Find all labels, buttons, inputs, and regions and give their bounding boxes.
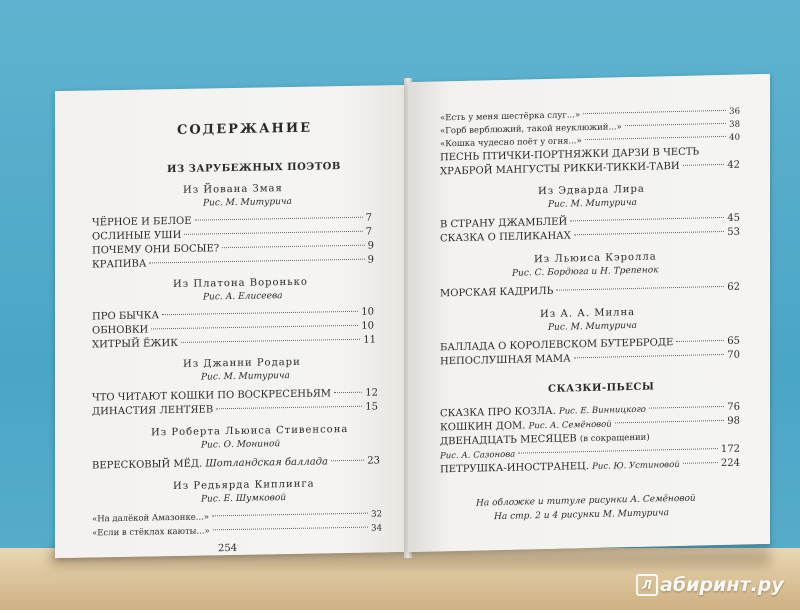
labirint-logo-icon: Л [636,574,658,596]
right-page [408,74,770,552]
artist-credit: Рис. М. Митурича [548,320,637,333]
toc-entry: ОБНОВКИ 10 [92,320,374,337]
toc-entry: ХРАБРОЙ МАНГУСТЫ РИККИ-ТИККИ-ТАВИ 42 [440,159,740,178]
toc-entry: «На далёкой Амазонке...» 32 [92,509,382,525]
toc-entry: БАЛЛАДА О КОРОЛЕВСКОМ БУТЕРБРОДЕ 65 [440,335,740,354]
artist-credit: Рис. Е. Шумковой [201,493,287,505]
artist-credit: Рис. А. Елисеева [203,291,283,303]
author-heading: Из Роберта Льюиса Стивенсона [151,423,349,439]
illustration-credit: На обложке и титуле рисунки А. Семёновой [476,493,696,509]
page-number: 254 [218,542,238,555]
author-heading: Из Редьярда Киплинга [173,478,315,493]
toc-entry: НЕПОСЛУШНАЯ МАМА 70 [440,349,740,368]
author-heading: Из Йована Змая [183,183,283,196]
left-page [55,85,410,558]
toc-entry: «Есть у меня шестёрка слуг...» 36 [440,106,740,124]
toc-entry-line1: ПЕСНЬ ПТИЧКИ-ПОРТНЯЖКИ ДАРЗИ В ЧЕСТЬ [440,146,700,164]
toc-entry: «Кошка чудесно поёт у огня...» 40 [440,132,740,150]
labirint-watermark [636,574,784,596]
toc-entry: МОРСКАЯ КАДРИЛЬ 62 [440,281,740,300]
illustration-credit: На стр. 2 и 4 рисунки М. Митурича [494,508,669,523]
toc-entry: «Горб верблюжий, такой неуклюжий...» 38 [440,119,740,137]
contents-title: СОДЕРЖАНИЕ [177,120,313,138]
author-heading: Из А. А. Милна [540,306,636,321]
toc-entry: ПРО БЫЧКА 10 [92,306,374,323]
toc-entry: «Если в стёклах каюты...» 34 [92,523,382,539]
artist-credit: Рис. М. Митурича [548,197,637,210]
toc-entry: ХИТРЫЙ ЁЖИК 11 [92,334,376,351]
toc-entry: ПОЧЕМУ ОНИ БОСЫЕ? 9 [92,240,374,257]
section-foreign-poets: ИЗ ЗАРУБЕЖНЫХ ПОЭТОВ [167,161,341,176]
toc-entry: В СТРАНУ ДЖАМБЛЕЙ 45 [440,212,740,231]
toc-entry: ЧТО ЧИТАЮТ КОШКИ ПО ВОСКРЕСЕНЬЯМ 12 [92,387,378,404]
toc-entry: ПЕТРУШКА-ИНОСТРАНЕЦ. Рис. Ю. Устиновой 224 [440,457,740,476]
toc-entry: ДИНАСТИЯ ЛЕНТЯЕВ 15 [92,401,378,418]
artist-credit: Рис. С. Бордюга и Н. Трепенок [512,265,659,279]
toc-entry: ОСЛИНЫЕ УШИ 7 [92,226,372,243]
toc-entry-line1: ДВЕНАДЦАТЬ МЕСЯЦЕВ (в сокращении) [440,432,650,448]
section-plays: СКАЗКИ-ПЬЕСЫ [548,381,655,395]
artist-credit: Рис. О. Мониной [201,439,281,451]
author-heading: Из Льюиса Кэролла [534,251,657,266]
toc-entry: СКАЗКА О ПЕЛИКАНАХ 53 [440,226,740,245]
artist-credit: Рис. М. Митурича [203,196,292,209]
artist-credit: Рис. М. Митурича [201,370,290,383]
toc-entry: КОШКИН ДОМ. Рис. А. Семёновой 98 [440,415,740,434]
toc-entry: КРАПИВА 9 [92,254,374,271]
author-heading: Из Джанни Родари [183,356,301,370]
toc-entry: СКАЗКА ПРО КОЗЛА. Рис. Е. Винницкого 76 [440,401,740,420]
watermark-text: абиринт.ру [660,574,784,596]
author-heading: Из Эдварда Лира [538,183,645,198]
toc-entry: ЧЁРНОЕ И БЕЛОЕ 7 [92,212,372,229]
toc-entry: ВЕРЕСКОВЫЙ МЁД. Шотландская баллада 23 [92,455,380,472]
toc-entry: Рис. А. Сазонова 172 [440,443,740,462]
author-heading: Из Платона Воронько [173,276,308,291]
